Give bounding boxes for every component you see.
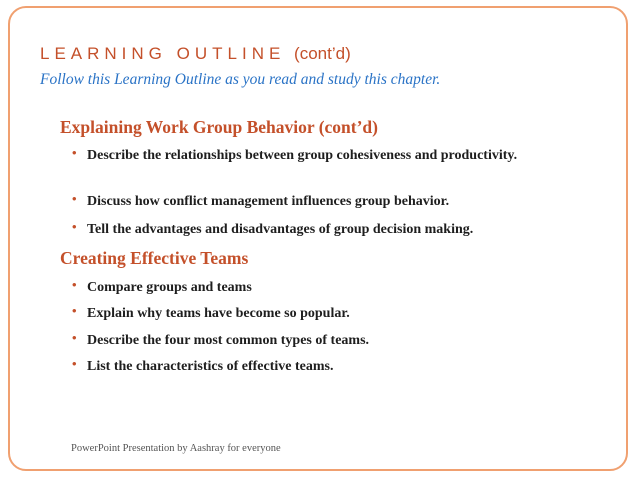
list-item-text: Discuss how conflict management influences group behavior. <box>87 194 450 209</box>
bullet-dot-icon: • <box>72 303 77 318</box>
list-item-text: Tell the advantages and disadvantages of group decision making. <box>87 222 474 237</box>
list-item-text: Compare groups and teams <box>87 280 252 295</box>
section-heading-effective-teams: Creating Effective Teams <box>60 248 249 268</box>
list-item <box>72 304 350 323</box>
slide-title <box>40 44 351 64</box>
bullet-dot-icon: • <box>72 330 77 345</box>
list-item <box>72 146 552 165</box>
slide-subtitle: Follow this Learning Outline as you read and study this chapter. <box>40 71 441 88</box>
bullet-dot-icon: • <box>72 356 77 371</box>
bullet-dot-icon: • <box>72 219 77 234</box>
list-item-text: Describe the four most common types of teams. <box>87 333 370 348</box>
bullet-dot-icon: • <box>72 277 77 292</box>
list-item <box>72 331 369 350</box>
bullet-dot-icon: • <box>72 145 77 160</box>
section-heading-work-group-behavior: Explaining Work Group Behavior (cont’d) <box>60 117 378 137</box>
slide-title-main: LEARNING OUTLINE <box>40 44 286 63</box>
bullet-dot-icon: • <box>72 191 77 206</box>
list-item <box>72 357 333 376</box>
list-item-text: List the characteristics of effective teams. <box>87 359 334 374</box>
list-item <box>72 278 252 297</box>
list-item <box>72 220 592 239</box>
list-item-text: Describe the relationships between group cohesiveness and productivity. <box>87 148 518 163</box>
list-item <box>72 192 592 211</box>
slide-title-suffix: (cont’d) <box>294 44 351 63</box>
list-item-text: Explain why teams have become so popular. <box>87 306 350 321</box>
slide-footer: PowerPoint Presentation by Aashray for everyone <box>71 443 281 454</box>
